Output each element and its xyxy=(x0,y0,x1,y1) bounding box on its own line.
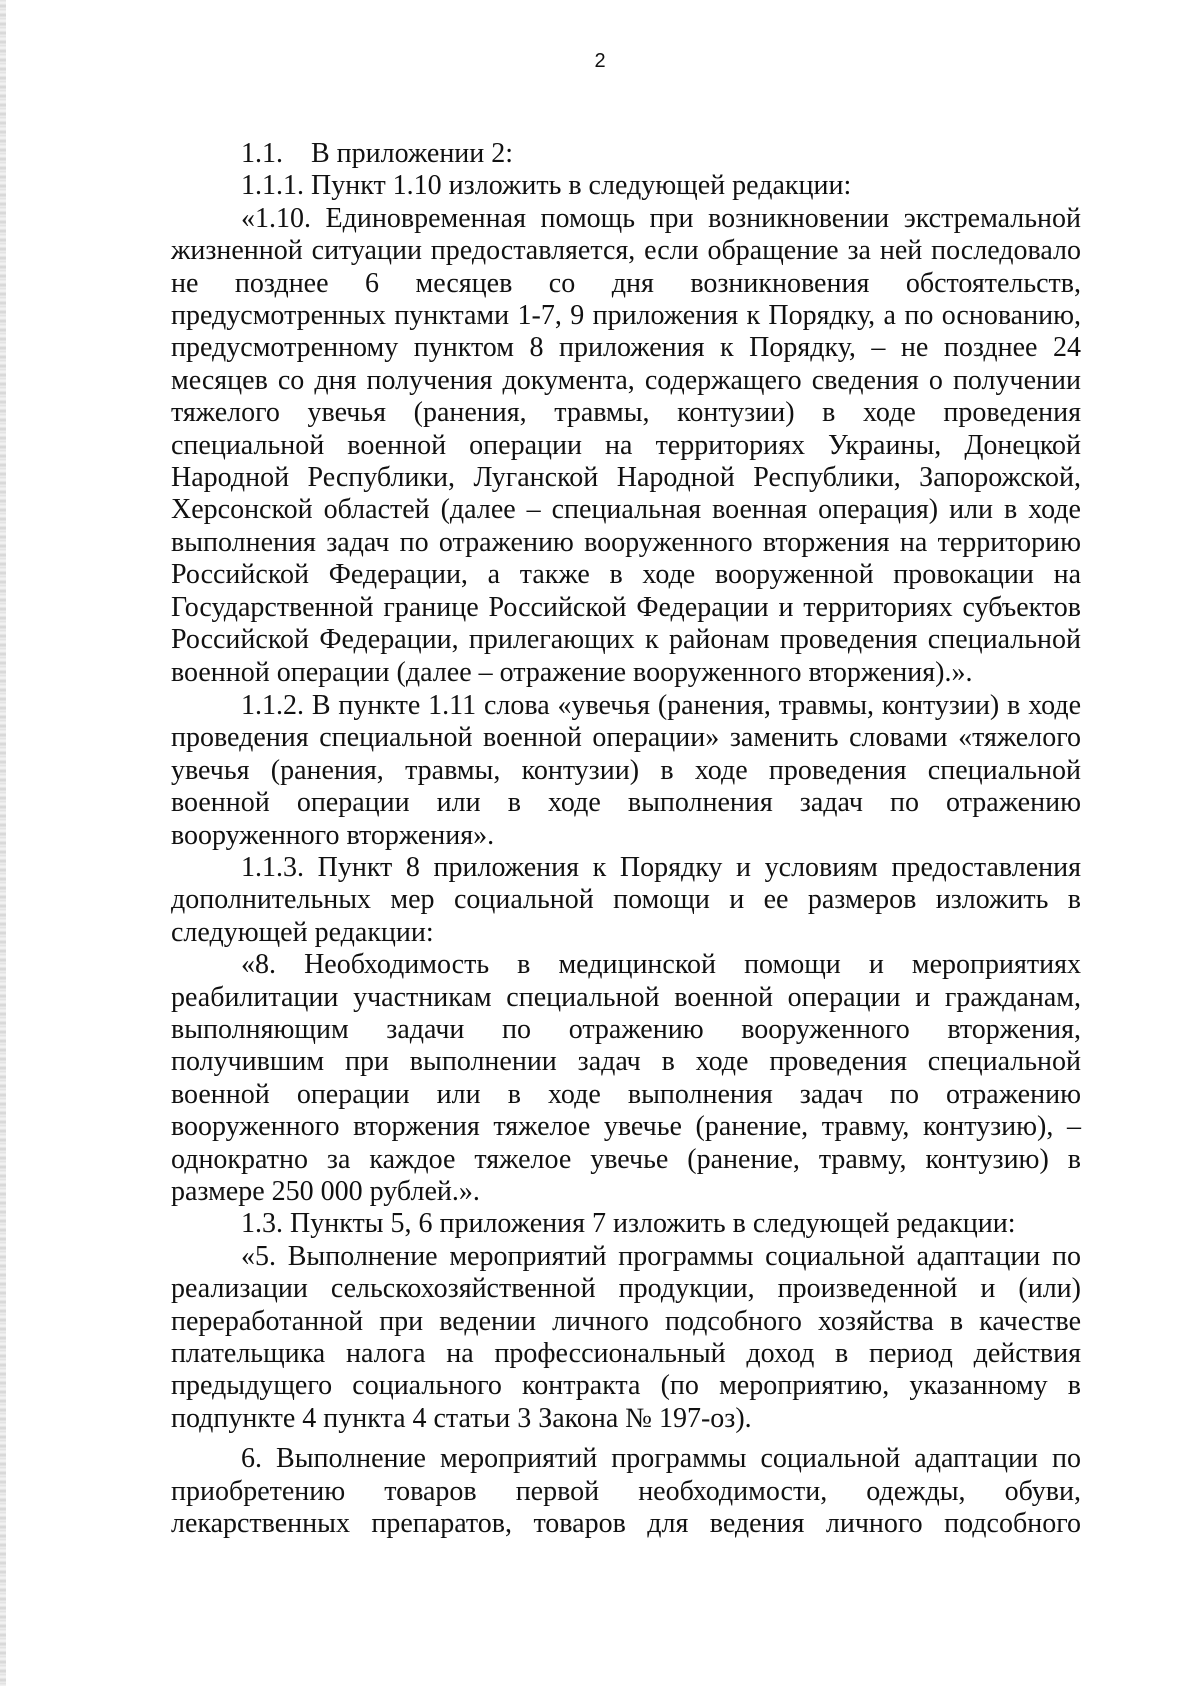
paragraph-quote-5: «5. Выполнение мероприятий программы социальной адаптации по реализации сельскохозяйственной продукции, произведенной и (или) переработанной при ведении личного подсобного хозяйства в качестве плательщика налога на профессиональный доход в период действия предыдущего социального контракта (по мероприятию, указанному в подпункте 4 пункта 4 статьи 3 Закона № 197-оз). xyxy=(171,1240,1081,1434)
paragraph-1-1: 1.1. В приложении 2: xyxy=(241,138,514,169)
page-number: 2 xyxy=(594,50,606,72)
paragraph-1-1-1: 1.1.1. Пункт 1.10 изложить в следующей редакции: xyxy=(241,170,852,202)
paragraph-1-1-2: 1.1.2. В пункте 1.11 слова «увечья (ранения, травмы, контузии) в ходе проведения специальной военной операции» заменить словами «тяжелого увечья (ранения, травмы, контузии) в ходе проведения специальной военной операции или в ходе выполнения задач по отражению вооруженного вторжения». xyxy=(171,689,1081,851)
paragraph-quote-8: «8. Необходимость в медицинской помощи и мероприятиях реабилитации участникам специальной военной операции и гражданам, выполняющим задачи по отражению вооруженного вторжения, получившим при выполнении задач в ходе проведения специальной военной операции или в ходе выполнения задач по отражению вооруженного вторжения тяжелое увечье (ранение, травму, контузию), – однократно за каждое тяжелое увечье (ранение, травму, контузию) в размере 250 000 рублей.». xyxy=(171,949,1081,1207)
document-body xyxy=(171,138,1081,1540)
paragraph-1-1-3: 1.1.3. Пункт 8 приложения к Порядку и условиям предоставления дополнительных мер социальной помощи и ее размеров изложить в следующей редакции: xyxy=(171,851,1081,948)
paragraph-quote-1-10: «1.10. Единовременная помощь при возникновении экстремальной жизненной ситуации предоставляется, если обращение за ней последовало не позднее 6 месяцев со дня возникновения обстоятельств, предусмотренных пунктами 1-7, 9 приложения к Порядку, а по основанию, предусмотренному пунктом 8 приложения к Порядку, – не позднее 24 месяцев со дня получения документа, содержащего сведения о получении тяжелого увечья (ранения, травмы, контузии) в ходе проведения специальной военной операции на территориях Украины, Донецкой Народной Республики, Луганской Народной Республики, Запорожской, Херсонской областей (далее – специальная военная операция) или в ходе выполнения задач по отражению вооруженного вторжения на территорию Российской Федерации, а также в ходе вооруженной провокации на Государственной границе Российской Федерации и территориях субъектов Российской Федерации, прилегающих к районам проведения специальной военной операции (далее – отражение вооруженного вторжения).». xyxy=(171,202,1081,688)
paragraph-1-3: 1.3. Пункты 5, 6 приложения 7 изложить в следующей редакции: xyxy=(241,1208,1016,1240)
paragraph-6: 6. Выполнение мероприятий программы социальной адаптации по приобретению товаров первой необходимости, одежды, обуви, лекарственных препаратов, товаров для ведения личного подсобного xyxy=(171,1443,1081,1540)
scan-edge xyxy=(0,0,6,1686)
